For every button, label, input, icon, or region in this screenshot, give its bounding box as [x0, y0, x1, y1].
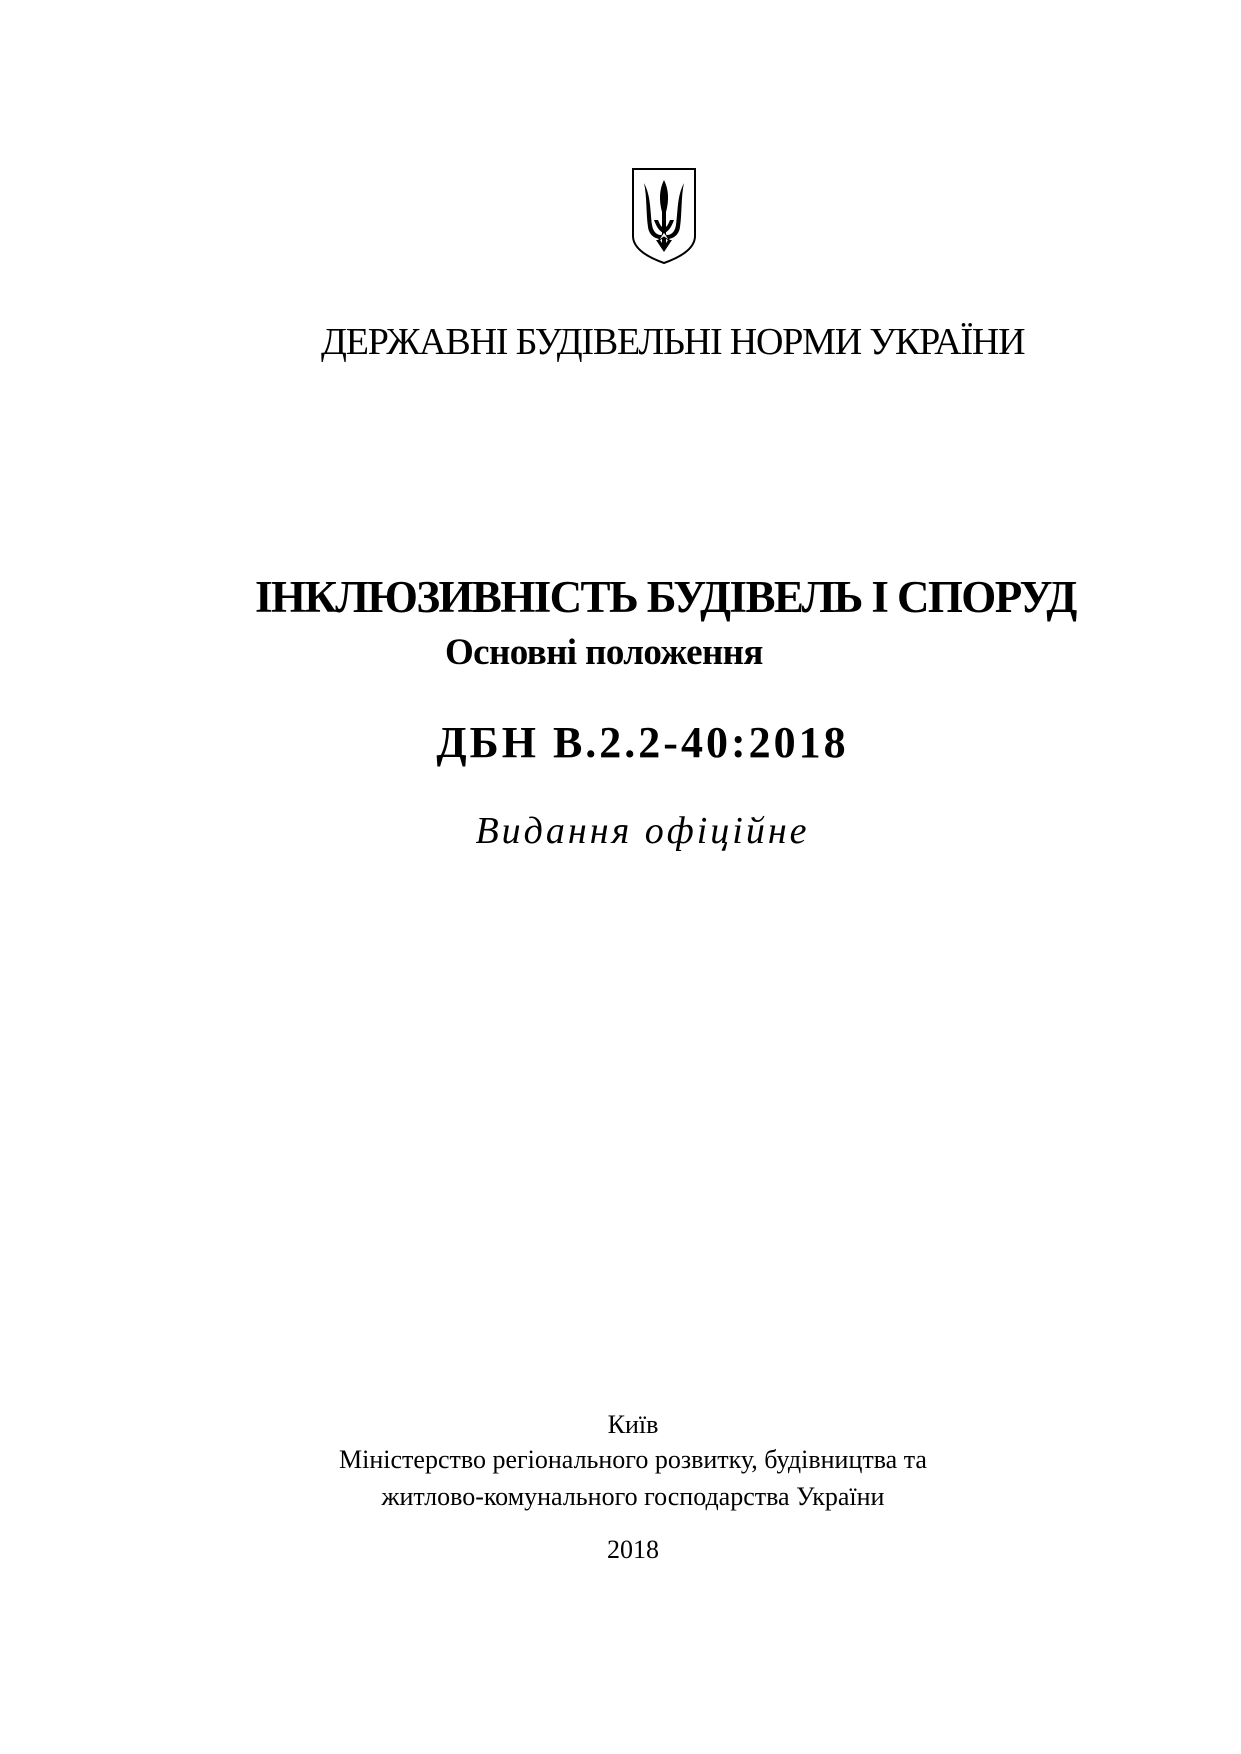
publication-year: 2018 [607, 1535, 659, 1564]
publisher-line-2: житлово-комунального господарства України [381, 1482, 885, 1511]
trident-coat-of-arms-icon [630, 166, 698, 266]
document-code: ДБН В.2.2-40:2018 [436, 718, 849, 767]
document-header: ДЕРЖАВНІ БУДІВЕЛЬНІ НОРМИ УКРАЇНИ [321, 321, 1025, 363]
publisher-line-1: Міністерство регіонального розвитку, будівництва та [339, 1445, 927, 1474]
document-subtitle: Основні положення [445, 632, 763, 673]
document-title: ІНКЛЮЗИВНІСТЬ БУДІВЕЛЬ І СПОРУД [255, 572, 1076, 622]
publication-city: Київ [607, 1410, 659, 1439]
edition-label: Видання офіційне [475, 810, 810, 852]
